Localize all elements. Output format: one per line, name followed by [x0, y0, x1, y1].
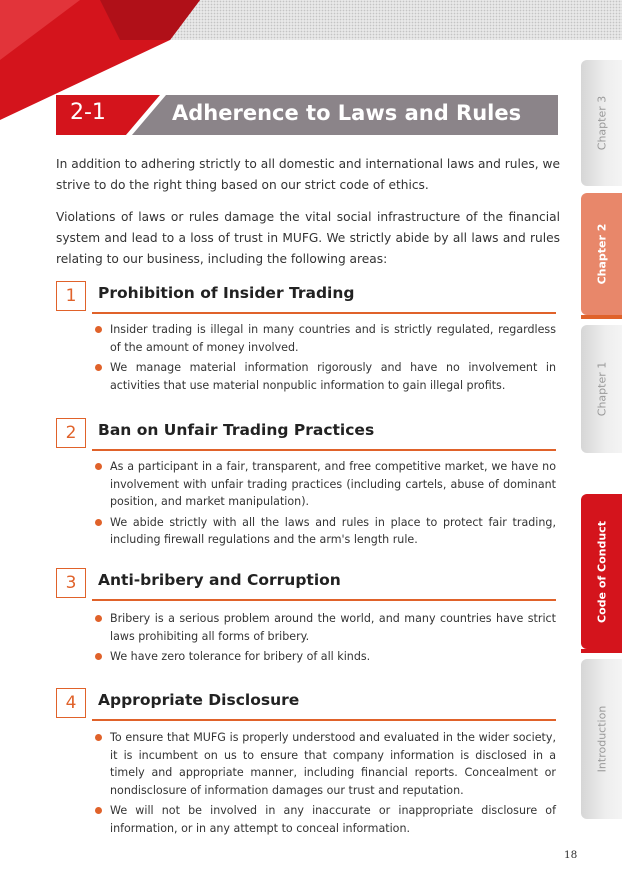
tab-code-of-conduct-underline	[581, 649, 622, 653]
section-heading-4	[56, 688, 556, 722]
intro-paragraph-1: In addition to adhering strictly to all domestic and international laws and rules, we strive to do the right thing based on our strict code of ethics.	[56, 157, 560, 192]
list-item: Bribery is a serious problem around the world, and many countries have strict laws prohibiting all forms of bribery.	[94, 610, 556, 645]
tab-chapter-2-underline	[581, 315, 622, 319]
tab-chapter-2[interactable]	[581, 193, 622, 315]
list-item: To ensure that MUFG is properly understood and evaluated in the wider society, it is incumbent on us to ensure that company information is disclosed in a timely and appropriate manner, including financial reports. Concealment or nondisclosure of information damages our trust and reputation.	[94, 729, 556, 799]
tab-introduction[interactable]	[581, 659, 622, 819]
bullet-dot-icon	[95, 519, 102, 526]
section-heading-1	[56, 281, 556, 315]
section-number-badge: 3	[56, 568, 86, 598]
bullet-dot-icon	[95, 364, 102, 371]
section-title: Anti-bribery and Corruption	[98, 571, 341, 589]
section-number-badge: 1	[56, 281, 86, 311]
page-title: Adherence to Laws and Rules	[172, 101, 522, 125]
bullet-dot-icon	[95, 615, 102, 622]
list-item: As a participant in a fair, transparent, and free competitive market, we have no involvement with unfair trading practices (including cartels, abuse of dominant position, and market manipulation).	[94, 458, 556, 511]
list-item: We have zero tolerance for bribery of all kinds.	[94, 648, 556, 666]
section-heading-2	[56, 418, 556, 452]
section-number-badge: 2	[56, 418, 86, 448]
tab-label: Chapter 1	[595, 361, 608, 417]
tab-label: Introduction	[595, 705, 608, 773]
section-number-badge: 4	[56, 688, 86, 718]
list-item: Insider trading is illegal in many countries and is strictly regulated, regardless of the amount of money involved.	[94, 321, 556, 356]
list-item: We will not be involved in any inaccurate or inappropriate disclosure of information, or in any attempt to conceal information.	[94, 802, 556, 837]
section-underline	[92, 312, 556, 314]
section-title: Prohibition of Insider Trading	[98, 284, 355, 302]
section-2-bullets	[94, 458, 556, 552]
page-number: 18	[564, 849, 578, 861]
bullet-dot-icon	[95, 653, 102, 660]
list-item: We abide strictly with all the laws and rules in place to protect fair trading, including firewall regulations and the arm's length rule.	[94, 514, 556, 549]
section-4-bullets	[94, 729, 556, 840]
bullet-dot-icon	[95, 326, 102, 333]
tab-chapter-1[interactable]	[581, 325, 622, 453]
section-underline	[92, 599, 556, 601]
section-underline	[92, 449, 556, 451]
section-title: Appropriate Disclosure	[98, 691, 300, 709]
bullet-dot-icon	[95, 734, 102, 741]
bullet-dot-icon	[95, 807, 102, 814]
section-heading-3	[56, 568, 556, 602]
tab-label: Code of Conduct	[595, 520, 608, 623]
section-1-bullets	[94, 321, 556, 397]
section-3-bullets	[94, 610, 556, 669]
bullet-dot-icon	[95, 463, 102, 470]
section-underline	[92, 719, 556, 721]
section-title-bar	[56, 95, 558, 135]
intro-paragraph-2: Violations of laws or rules damage the vital social infrastructure of the financial system and lead to a loss of trust in MUFG. We strictly abide by all laws and rules relating to our business, including the following areas:	[56, 210, 560, 266]
tab-label: Chapter 3	[595, 95, 608, 151]
title-number: 2-1	[70, 100, 106, 125]
tab-chapter-3[interactable]	[581, 60, 622, 186]
tab-code-of-conduct[interactable]	[581, 494, 622, 649]
tab-label: Chapter 2	[595, 223, 608, 285]
section-title: Ban on Unfair Trading Practices	[98, 421, 375, 439]
list-item: We manage material information rigorously and have no involvement in activities that use material nonpublic information to gain illegal profits.	[94, 359, 556, 394]
